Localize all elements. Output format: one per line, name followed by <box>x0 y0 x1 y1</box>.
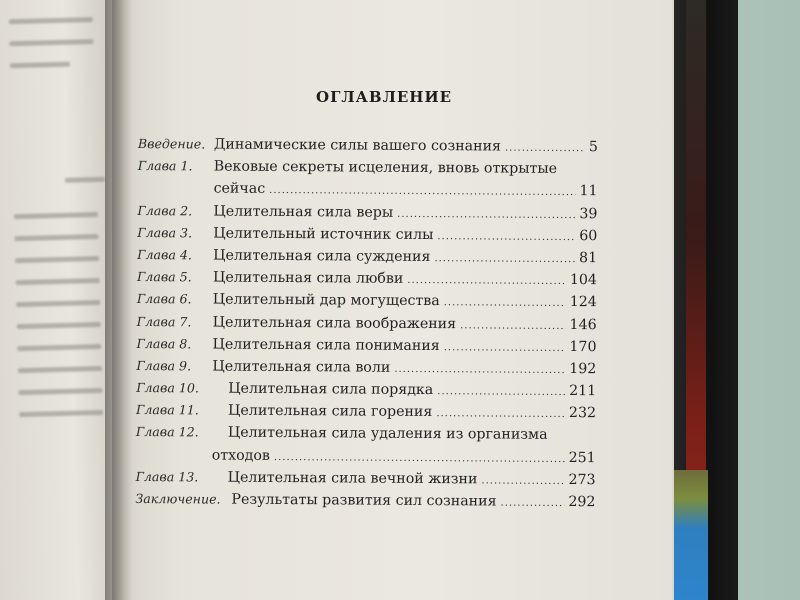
toc-entry-page: 273 <box>568 471 596 489</box>
toc-entry-page: 232 <box>568 405 597 422</box>
toc-entry <box>137 288 597 313</box>
blurred-text-line <box>17 322 101 329</box>
toc-entry <box>137 244 597 269</box>
toc-entry-label: Глава 12. <box>135 424 199 440</box>
blurred-text-line <box>10 62 70 69</box>
toc-entry-page: 104 <box>569 272 598 289</box>
toc-entry <box>138 155 598 180</box>
toc-entry-title: Целительная сила воли <box>212 358 391 376</box>
toc-entry <box>138 133 598 158</box>
toc-entry-title: Результаты развития сил сознания <box>231 491 497 510</box>
book-cover-blue <box>674 470 708 600</box>
toc-entry-title: Целительная сила порядка <box>228 380 434 399</box>
toc-entry-page: 146 <box>569 316 597 333</box>
blurred-text-line <box>17 344 101 351</box>
toc-entry-label: Глава 8. <box>136 335 192 352</box>
toc-entry-page: 81 <box>579 250 598 267</box>
toc-entry <box>136 377 596 402</box>
toc-entry-label: Заключение. <box>135 490 221 507</box>
toc-entry <box>136 444 596 469</box>
blurred-text-line <box>18 366 102 373</box>
toc-entry-title: Вековые секреты исцеления, вновь открытые <box>213 158 558 178</box>
toc-entry <box>137 266 597 291</box>
toc-list <box>135 133 598 513</box>
toc-entry-title: Целительная сила любви <box>212 269 404 287</box>
toc-entry <box>137 222 597 247</box>
toc-entry-label: Глава 10. <box>136 380 200 396</box>
blurred-text-line <box>19 410 103 417</box>
toc-entry-label: Введение. <box>137 135 206 152</box>
blurred-text-line <box>65 177 105 183</box>
toc-entry-title: Динамические силы вашего сознания <box>213 136 502 155</box>
toc-entry-label: Глава 7. <box>136 313 192 329</box>
toc-entry <box>136 466 596 491</box>
toc-entry-label: Глава 4. <box>137 246 192 263</box>
dot-leader <box>481 470 564 493</box>
toc-title: ОГЛАВЛЕНИЕ <box>316 88 453 106</box>
toc-entry <box>135 488 595 513</box>
toc-entry-page: 292 <box>568 494 596 511</box>
toc-entry-page: 5 <box>588 139 598 156</box>
toc-entry-label: Глава 3. <box>137 224 193 241</box>
toc-entry-title: Целительная сила вечной жизни <box>227 469 478 488</box>
toc-entry-title: отходов <box>211 447 271 464</box>
toc-entry-title: Целительная сила горения <box>228 402 433 421</box>
toc-entry <box>137 200 597 225</box>
toc-entry-title: Целительный источник силы <box>213 225 434 243</box>
toc-entry <box>138 177 598 202</box>
toc-entry-title: Целительная сила веры <box>213 203 394 221</box>
dot-leader <box>500 493 564 515</box>
toc-entry-title: Целительная сила воображения <box>212 314 457 332</box>
toc-entry-title: Целительный дар могущества <box>212 291 440 310</box>
blurred-text-line <box>9 17 93 24</box>
toc-entry-title: Целительная сила понимания <box>212 336 440 354</box>
blurred-text-line <box>18 388 102 395</box>
toc-entry-label: Глава 9. <box>136 357 192 374</box>
blurred-text-line <box>15 256 99 263</box>
toc-entry <box>136 355 596 380</box>
toc-entry-title: Целительная сила суждения <box>213 247 431 265</box>
toc-entry <box>136 421 596 446</box>
toc-entry-page: 60 <box>579 227 598 244</box>
toc-entry <box>137 310 597 335</box>
toc-entry-line <box>228 422 596 447</box>
toc-entry-page: 124 <box>569 294 597 311</box>
toc-entry-page: 39 <box>579 205 598 222</box>
blurred-text-line <box>14 212 98 219</box>
toc-entry-title: Целительная сила удаления из организма <box>227 425 548 444</box>
blurred-text-line <box>14 234 98 241</box>
toc-entry-label: Глава 11. <box>136 402 199 418</box>
toc-entry-label: Глава 13. <box>135 468 199 485</box>
toc-entry-label: Глава 2. <box>137 202 193 218</box>
toc-entry <box>136 333 596 358</box>
blurred-text-line <box>9 39 93 46</box>
dot-leader <box>505 138 585 161</box>
toc-entry-title: сейчас <box>213 180 266 198</box>
blurred-text-line <box>16 300 100 307</box>
toc-entry-page: 11 <box>579 183 598 200</box>
toc-entry-line <box>214 156 598 181</box>
toc-entry-label: Глава 5. <box>136 269 192 285</box>
toc-entry-page: 251 <box>568 449 596 466</box>
toc-entry <box>136 399 596 424</box>
toc-entry-label: Глава 6. <box>136 291 192 307</box>
toc-entry-page: 170 <box>569 338 597 355</box>
toc-entry-label: Глава 1. <box>137 158 193 174</box>
toc-entry-page: 211 <box>569 383 597 400</box>
toc-entry-page: 192 <box>569 360 597 378</box>
book-gutter-shadow <box>105 0 133 600</box>
blurred-text-line <box>16 278 100 285</box>
toc-entry-line <box>231 489 595 516</box>
